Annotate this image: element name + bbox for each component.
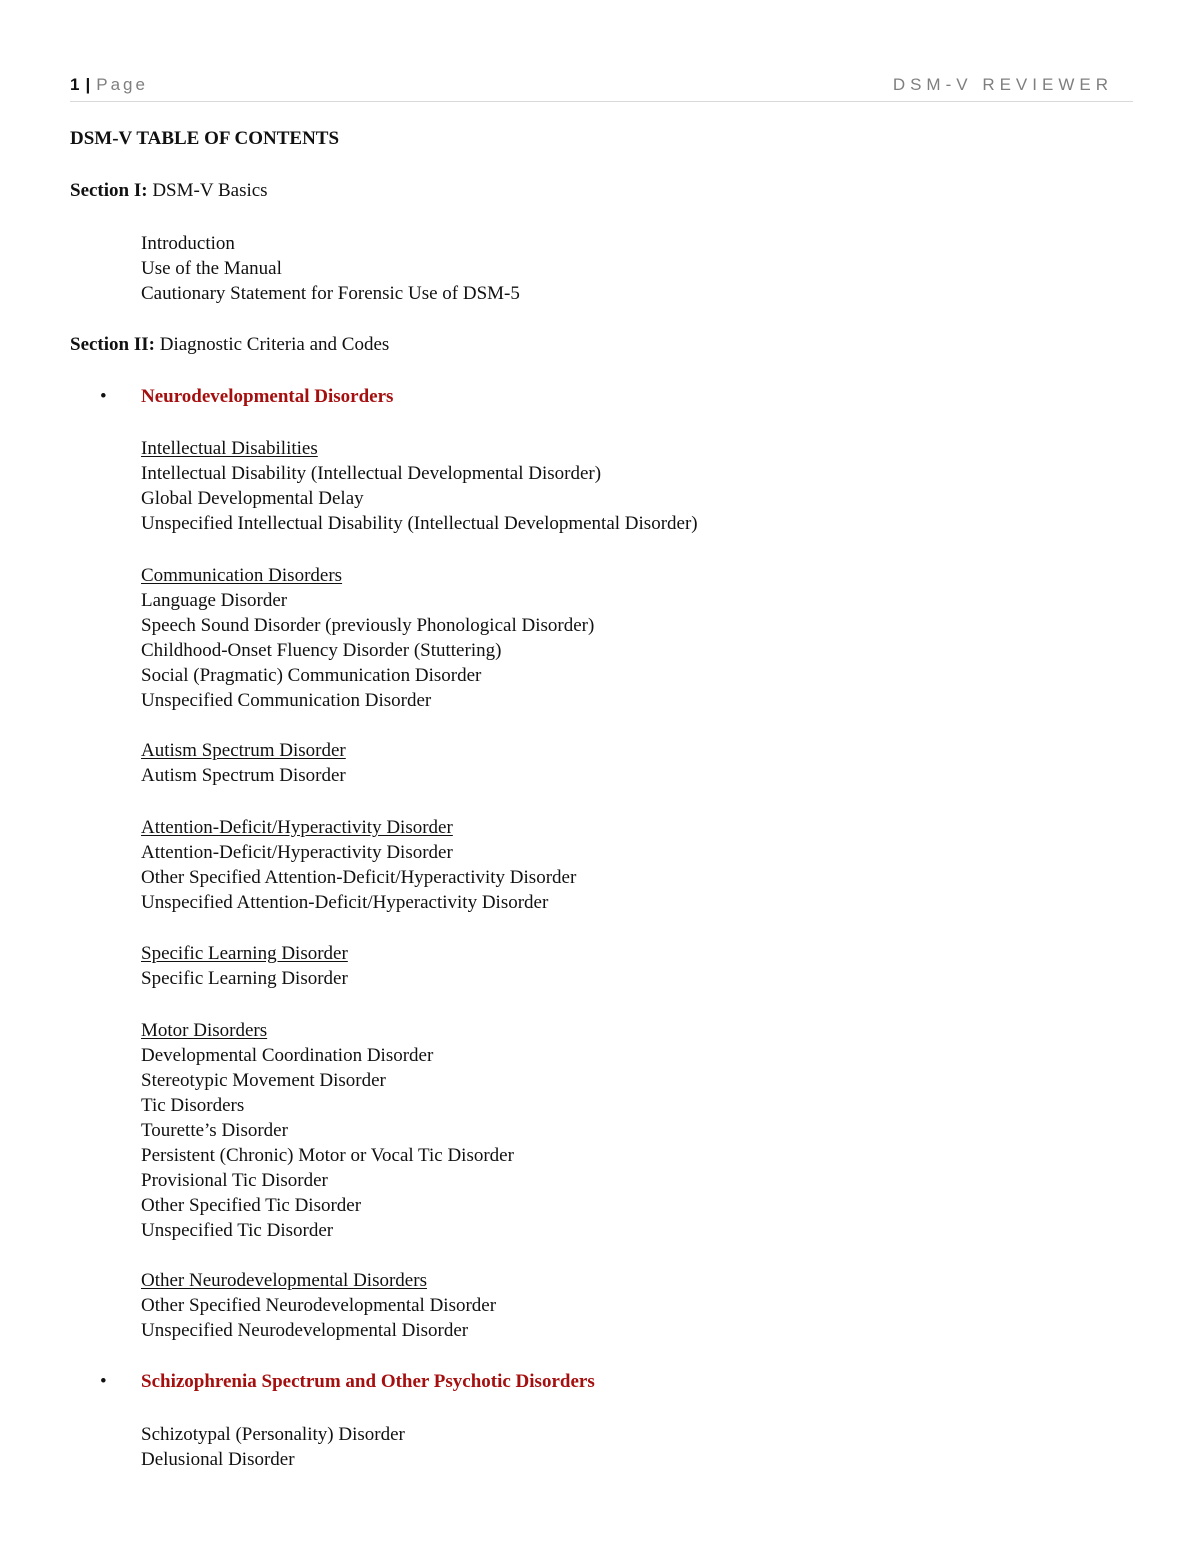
list-item: Speech Sound Disorder (previously Phonological Disorder) [141, 615, 595, 636]
page-separator: | [85, 75, 91, 94]
section-2-label: Section II: [70, 334, 155, 355]
group-title: Communication Disorders [141, 565, 343, 586]
list-item: Developmental Coordination Disorder [141, 1045, 434, 1066]
list-item: Delusional Disorder [141, 1449, 295, 1470]
list-item: Social (Pragmatic) Communication Disorder [141, 665, 482, 686]
list-item: Attention-Deficit/Hyperactivity Disorder [141, 842, 453, 863]
group-schizophrenia-items [141, 1422, 405, 1472]
group-autism-spectrum [141, 738, 346, 788]
list-item: Stereotypic Movement Disorder [141, 1070, 386, 1091]
list-item: Provisional Tic Disorder [141, 1170, 328, 1191]
list-item: Cautionary Statement for Forensic Use of DSM-5 [141, 283, 520, 304]
section-1-list [141, 231, 520, 306]
list-item: Global Developmental Delay [141, 488, 364, 509]
list-item: Specific Learning Disorder [141, 968, 348, 989]
group-specific-learning [141, 941, 348, 991]
category-title: Schizophrenia Spectrum and Other Psychotic Disorders [141, 1371, 595, 1392]
page-label: Page [96, 75, 148, 94]
list-item: Unspecified Communication Disorder [141, 690, 432, 711]
document-label: DSM-V REVIEWER [892, 75, 1113, 94]
page-number: 1 [70, 75, 80, 94]
list-item: Tourette’s Disorder [141, 1120, 288, 1141]
list-item: Unspecified Intellectual Disability (Intellectual Developmental Disorder) [141, 513, 698, 534]
bullet-icon: • [100, 1371, 107, 1392]
list-item: Intellectual Disability (Intellectual Developmental Disorder) [141, 463, 602, 484]
list-item: Introduction [141, 233, 235, 254]
list-item: Use of the Manual [141, 258, 282, 279]
group-intellectual-disabilities [141, 436, 698, 536]
list-item: Unspecified Tic Disorder [141, 1220, 334, 1241]
group-communication-disorders [141, 563, 594, 713]
section-2-title: Diagnostic Criteria and Codes [159, 334, 390, 355]
category-title: Neurodevelopmental Disorders [141, 386, 394, 407]
section-2-heading [70, 334, 389, 356]
list-item: Unspecified Attention-Deficit/Hyperactivity Disorder [141, 892, 549, 913]
group-motor-disorders [141, 1018, 514, 1243]
list-item: Language Disorder [141, 590, 288, 611]
group-title: Specific Learning Disorder [141, 943, 348, 964]
page-indicator [70, 75, 148, 95]
group-title: Other Neurodevelopmental Disorders [141, 1270, 427, 1291]
group-title: Attention-Deficit/Hyperactivity Disorder [141, 817, 453, 838]
section-1-heading [70, 180, 268, 202]
list-item: Other Specified Tic Disorder [141, 1195, 362, 1216]
list-item: Tic Disorders [141, 1095, 245, 1116]
page-header [70, 75, 1133, 102]
section-1-title: DSM-V Basics [152, 180, 268, 201]
document-title: DSM-V TABLE OF CONTENTS [70, 128, 340, 149]
section-1-label: Section I: [70, 180, 148, 201]
list-item: Other Specified Neurodevelopmental Disorder [141, 1295, 497, 1316]
list-item: Schizotypal (Personality) Disorder [141, 1424, 405, 1445]
group-adhd [141, 815, 576, 915]
list-item: Other Specified Attention-Deficit/Hyperactivity Disorder [141, 867, 577, 888]
group-title: Autism Spectrum Disorder [141, 740, 346, 761]
list-item: Unspecified Neurodevelopmental Disorder [141, 1320, 469, 1341]
bullet-icon: • [100, 386, 107, 407]
list-item: Persistent (Chronic) Motor or Vocal Tic Disorder [141, 1145, 514, 1166]
group-other-neurodevelopmental [141, 1268, 496, 1343]
list-item: Autism Spectrum Disorder [141, 765, 346, 786]
list-item: Childhood-Onset Fluency Disorder (Stuttering) [141, 640, 502, 661]
group-title: Intellectual Disabilities [141, 438, 318, 459]
group-title: Motor Disorders [141, 1020, 268, 1041]
